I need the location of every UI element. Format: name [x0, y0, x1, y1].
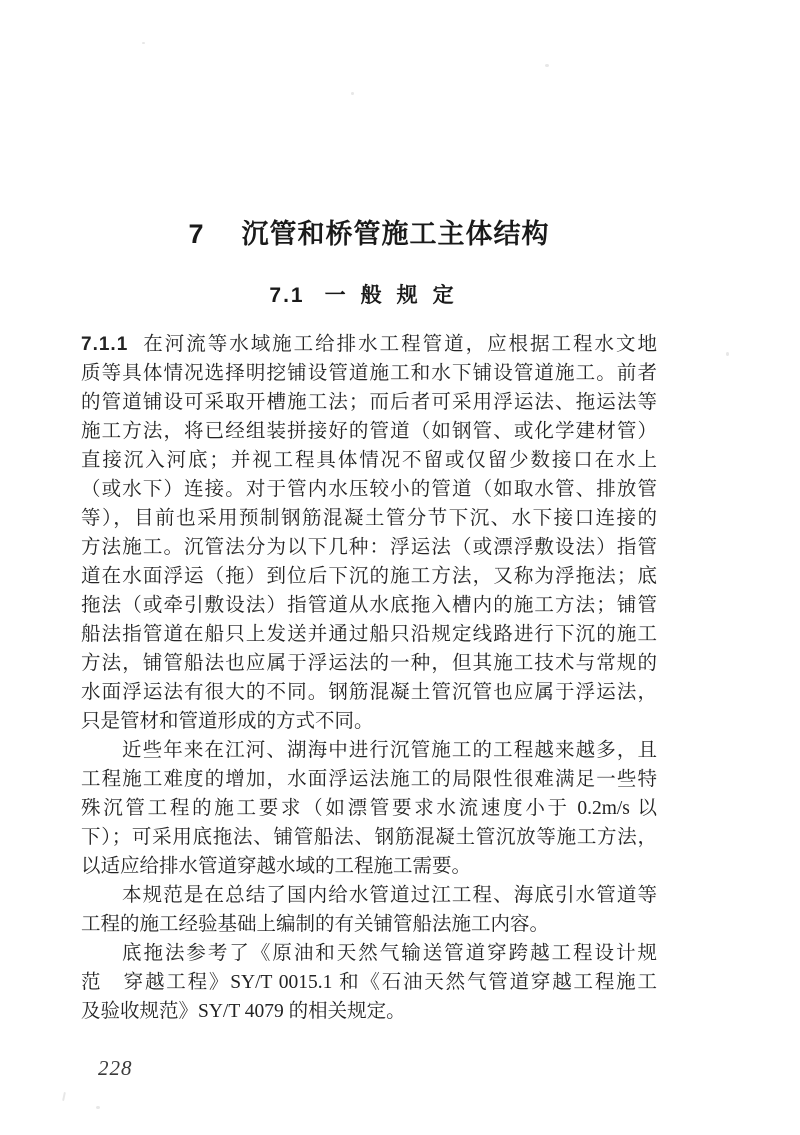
clause-number: 7.1.1 — [81, 334, 129, 355]
scan-speck — [351, 92, 354, 95]
scan-speck — [726, 352, 729, 356]
section-number: 7.1 — [269, 284, 305, 307]
paragraph-line: 的管道铺设可采取开槽施工法；而后者可采用浮运法、拖运法等 — [81, 392, 657, 413]
paragraph-line: 近些年来在江河、湖海中进行沉管施工的工程越来越多，且 — [122, 740, 657, 761]
body-text — [81, 330, 657, 1026]
section-heading — [81, 279, 657, 309]
paragraph-line: 等），目前也采用预制钢筋混凝土管分节下沉、水下接口连接的 — [81, 508, 657, 529]
paragraph-line: 工程施工难度的增加，水面浮运法施工的局限性很难满足一些特 — [81, 769, 657, 790]
page-number: 228 — [98, 1056, 133, 1080]
paragraph-line: 船法指管道在船只上发送并通过船只沿规定线路进行下沉的施工 — [81, 624, 657, 645]
paragraph-line: 质等具体情况选择明挖铺设管道施工和水下铺设管道施工。前者 — [81, 363, 657, 384]
paragraph-line: 道在水面浮运（拖）到位后下沉的施工方法，又称为浮拖法；底 — [81, 566, 657, 587]
paragraph-line: （或水下）连接。对于管内水压较小的管道（如取水管、排放管 — [81, 479, 657, 500]
paragraph-line: 施工方法，将已经组装拼接好的管道（如钢管、或化学建材管） — [81, 421, 657, 442]
paragraph-line: 下）；可采用底拖法、铺管船法、钢筋混凝土管沉放等施工方法， — [81, 827, 657, 848]
paragraph-line: 范 穿越工程》SY/T 0015.1 和《石油天然气管道穿越工程施工 — [81, 972, 657, 993]
line-text: 在河流等水域施工给排水工程管道，应根据工程水文地 — [141, 334, 657, 355]
paragraph-line: 本规范是在总结了国内给水管道过江工程、海底引水管道等 — [122, 885, 657, 906]
scan-speck — [62, 1092, 66, 1101]
paragraph-line: 拖法（或牵引敷设法）指管道从水底拖入槽内的施工方法；铺管 — [81, 595, 657, 616]
text-column — [81, 0, 657, 1135]
paragraph-line: 只是管材和管道形成的方式不同。 — [81, 711, 374, 732]
paragraph-line: 方法，铺管船法也应属于浮运法的一种，但其施工技术与常规的 — [81, 653, 657, 674]
paragraph-line: 直接沉入河底；并视工程具体情况不留或仅留少数接口在水上 — [81, 450, 657, 471]
paragraph-line — [81, 330, 657, 359]
chapter-title-text: 沉管和桥管施工主体结构 — [241, 219, 550, 249]
paragraph-line: 以适应给排水管道穿越水域的工程施工需要。 — [81, 856, 472, 877]
paragraph-line: 工程的施工经验基础上编制的有关铺管船法施工内容。 — [81, 914, 550, 935]
paragraph-line: 底拖法参考了《原油和天然气输送管道穿跨越工程设计规 — [122, 943, 657, 964]
paragraph-line: 殊沉管工程的施工要求（如漂管要求水流速度小于 0.2m/s 以 — [81, 798, 657, 819]
scan-speck — [545, 64, 549, 67]
scan-speck — [96, 1106, 100, 1109]
paragraph-line: 及验收规范》SY/T 4079 的相关规定。 — [81, 1001, 406, 1022]
paragraph-line: 方法施工。沉管法分为以下几种：浮运法（或漂浮敷设法）指管 — [81, 537, 657, 558]
scan-speck — [142, 42, 145, 44]
section-title-text: 一般规定 — [324, 284, 469, 307]
chapter-heading — [81, 212, 657, 251]
paragraph-line: 水面浮运法有很大的不同。钢筋混凝土管沉管也应属于浮运法， — [81, 682, 657, 703]
chapter-number: 7 — [188, 219, 204, 249]
